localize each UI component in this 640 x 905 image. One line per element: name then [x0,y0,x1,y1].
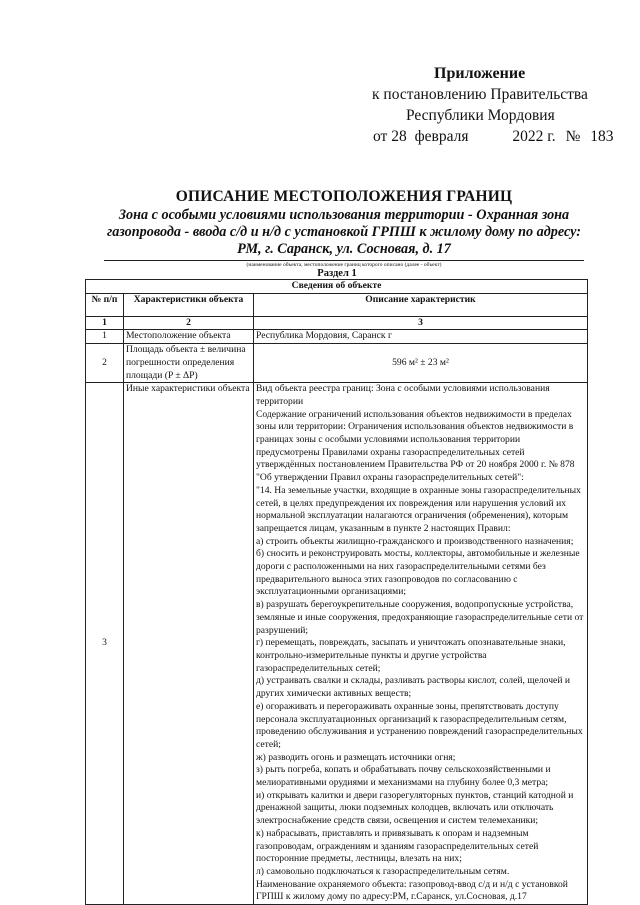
table-caption: Сведения об объекте [86,280,588,294]
appendix-line-1: к постановлению Правительства [372,86,588,103]
object-name-caption: (наименование объекта, местоположение границ которого описано (далее - объект) [246,262,442,268]
table-row [86,383,588,905]
table-row [86,344,588,383]
object-name: Зона с особыми условиями использования территории - Охранная зона газопровода - ввода с/д и н/д с установкой ГРПШ к жилому дому по адресу: РМ, г. Саранск, ул. Сосновая, д. 17 [106,207,582,257]
index-cell: 2 [124,316,254,330]
header-description: Описание характеристик [254,293,588,316]
date-month: февраля [414,128,469,145]
document-title: ОПИСАНИЕ МЕСТОПОЛОЖЕНИЯ ГРАНИЦ [175,188,513,205]
description-paragraph: и) открывать калитки и двери газорегуляторных пунктов, станций катодной и дренажной защиты, люки подземных колодцев, включать или отключать электроснабжение средств связи, освещения и систем телемеханики; [256,789,574,827]
description-paragraph: "14. На земельные участки, входящие в охранные зоны газораспределительных сетей, в целях предупреждения их повреждения или нарушения условий их нормальной эксплуатации налагаются ограничения (обременения), которым запрещается лицам, указанным в пункте 2 настоящих Правил: [256,484,581,534]
description-paragraph: в) разрушать берегоукрепительные сооружения, водопропускные устройства, земляные и иные сооружения, предохраняющие газораспределительные сети от разрушений; [256,599,584,636]
description-paragraph: а) строить объекты жилищно-гражданского и производственного назначения; [256,535,574,547]
row-description: 596 м² ± 23 м² [254,344,588,383]
date-year: 2022 г. [512,128,556,145]
appendix-title: Приложение [434,65,526,82]
section-label: Раздел 1 [317,268,357,279]
description-paragraph: д) устраивать свалки и склады, разливать растворы кислот, солей, щелочей и других химически активных веществ; [256,675,570,700]
description-paragraph: л) самовольно подключаться к газораспределительным сетям. [256,865,510,877]
description-paragraph: Наименование охраняемого объекта: газопровод-ввод с/д и н/д с установкой ГРПШ к жилому дому по адресу:РМ, г.Саранск, ул.Сосновая, д.17 [256,878,568,903]
row-characteristic: Площадь объекта ± величина погрешности определения площади (P ± ΔP) [124,344,254,383]
row-number: 2 [86,344,124,383]
description-paragraph: Содержание ограничений использования объектов недвижимости в пределах зоны или территории: Ограничения использования объектов недвижимости в границах зоны с особыми условиями использования территории предусмотрены Правилами охраны газораспределительных сетей утверждённых постановлением Правительства РФ от 20 ноября 2000 г. № 878 "Об утверждении Правил охраны газораспределительных сетей": [256,408,575,484]
description-paragraph: е) огораживать и перегораживать охранные зоны, препятствовать доступу персонала эксплуатационных организаций к газораспределительным сетям, проведению обслуживания и устранению повреждений газораспределительных сетей; [256,700,583,750]
index-cell: 1 [86,316,124,330]
document-title-block [104,187,584,269]
object-info-table [85,279,588,905]
appendix-date-line [373,127,613,147]
index-cell: 3 [254,316,588,330]
number-sign: № [565,128,581,145]
table-row [86,330,588,344]
row-number: 3 [86,383,124,905]
appendix-line-2: Республики Мордовия [406,107,555,124]
description-paragraph: г) перемещать, повреждать, засыпать и уничтожать опознавательные знаки, контрольно-измерительные пункты и другие устройства газораспределительных сетей; [256,637,566,674]
row-characteristic: Иные характеристики объекта [124,383,254,905]
row-description-long [254,383,588,905]
title-underline [104,260,584,261]
description-paragraph: Вид объекта реестра границ: Зона с особыми условиями использования территории [256,383,550,407]
table-caption-row [86,280,588,294]
date-day: от 28 [373,128,407,145]
description-paragraph: ж) разводить огонь и размещать источники огня; [256,751,456,763]
description-paragraph: б) сносить и реконструировать мосты, коллекторы, автомобильные и железные дороги с расположенными на них газораспределительными сетями без предварительного выноса этих газопроводов по согласованию с эксплуатационными организациями; [256,548,580,598]
table-index-row [86,316,588,330]
description-paragraph: з) рыть погреба, копать и обрабатывать почву сельскохозяйственными и мелиоративными орудиями и механизмами на глубину более 0,3 метра; [256,764,551,789]
header-number: № п/п [86,293,124,316]
table-header-row [86,293,588,316]
description-paragraph: к) набрасывать, приставлять и привязывать к опорам и надземным газопроводам, ограждениям и зданиям газораспределительных сетей посторонние предметы, лестницы, влезать на них; [256,827,539,865]
row-description: Республика Мордовия, Саранск г [254,330,588,344]
header-characteristic: Характеристики объекта [124,293,254,316]
row-number: 1 [86,330,124,344]
row-characteristic: Местоположение объекта [124,330,254,344]
decree-number: 183 [590,128,614,145]
